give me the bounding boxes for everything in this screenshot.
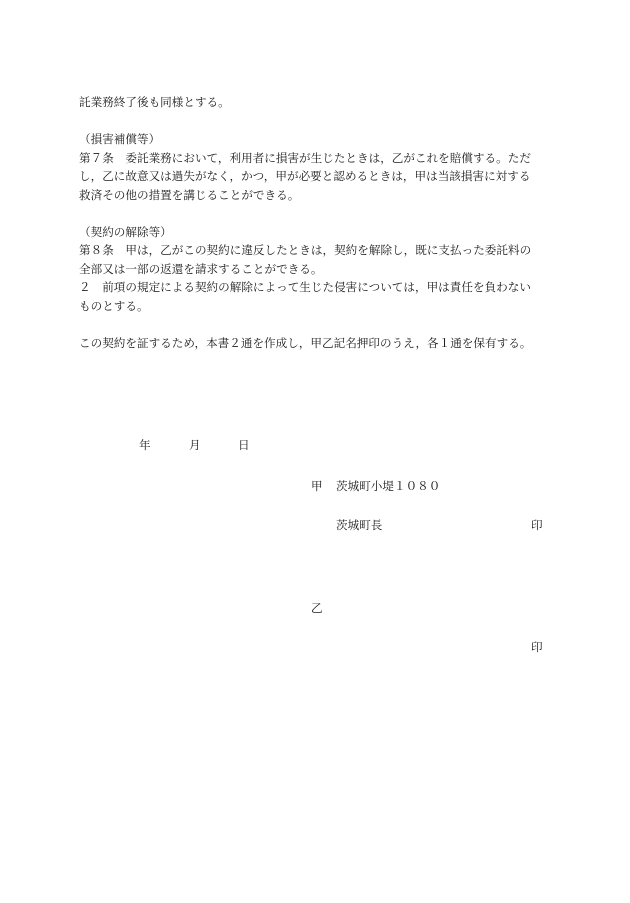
date-year: 年 [139, 438, 151, 452]
party-a-address: 茨城町小堤１０８０ [336, 479, 441, 493]
article7-heading: （損害補償等） [79, 132, 161, 146]
intro-line: 託業務終了後も同様とする。 [79, 95, 230, 109]
article8-line: ものとする。 [79, 298, 149, 313]
article7-line: 第７条 委託業務において，利用者に損害が生じたときは，乙がこれを賠償する。ただ [79, 150, 531, 165]
article8-line: 全部又は一部の返還を請求することができる。 [79, 261, 323, 276]
party-b-label: 乙 [311, 601, 323, 615]
article8-heading: （契約の解除等） [79, 224, 172, 239]
party-b-seal: 印 [531, 640, 543, 654]
date-day: 日 [238, 438, 250, 452]
article8-line: 第８条 甲は，乙がこの契約に違反したときは，契約を解除し，既に支払った委託料の [79, 243, 532, 257]
article7-line: し，乙に故意又は過失がなく，かつ，甲が必要と認めるときは，甲は当該損害に対する [79, 169, 531, 183]
party-a-name: 茨城町長 [336, 518, 383, 532]
contract-body [79, 93, 553, 352]
article7-line: 救済その他の措置を講じることができる。 [79, 187, 300, 202]
date-month: 月 [189, 438, 201, 452]
party-a-label: 甲 [311, 479, 323, 493]
party-a-seal: 印 [531, 518, 543, 532]
closing-statement: この契約を証するため，本書２通を作成し，甲乙記名押印のうえ，各１通を保有する。 [79, 335, 532, 350]
article8-line: ２ 前項の規定による契約の解除によって生じた侵害については，甲は責任を負わない [79, 280, 531, 294]
